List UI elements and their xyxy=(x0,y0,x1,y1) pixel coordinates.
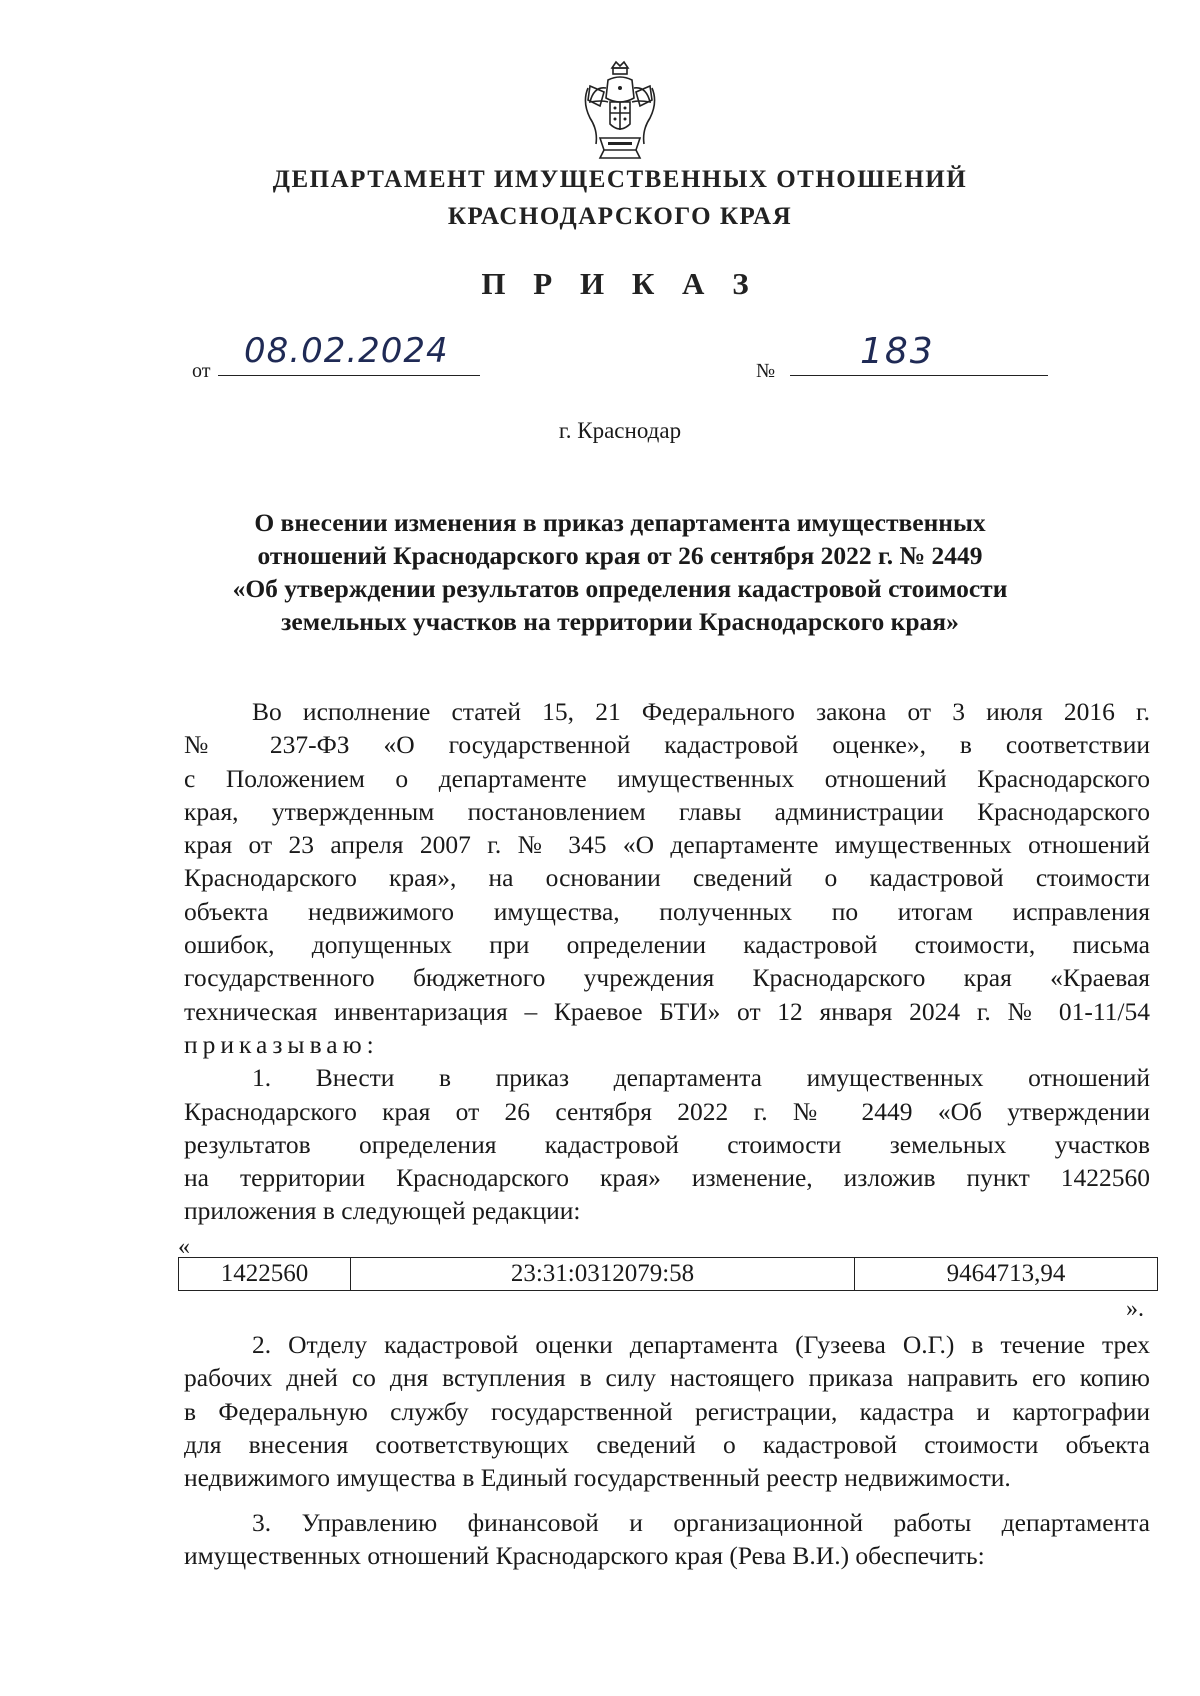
text-line: 1. Внести в приказ департамента имущественных отношений xyxy=(252,1063,1150,1093)
title-line: «Об утверждении результатов определения кадастровой стоимости xyxy=(232,574,1008,603)
text-line: объекта недвижимого имущества, полученных по итогам исправления xyxy=(184,896,1150,926)
quote-close: ». xyxy=(1126,1296,1144,1322)
text-line: рабочих дней со дня вступления в силу настоящего приказа направить его копию xyxy=(184,1363,1150,1393)
quote-open: « xyxy=(178,1234,190,1260)
text-line: Краснодарского края», на основании сведений о кадастровой стоимости xyxy=(184,863,1150,893)
text-line: края от 23 апреля 2007 г. № 345 «О департаменте имущественных отношений xyxy=(184,830,1150,860)
city: г. Краснодар xyxy=(558,418,682,443)
date-label: от xyxy=(192,360,211,382)
document-type: П Р И К А З xyxy=(481,266,759,301)
text-line: государственного бюджетного учреждения Краснодарского края «Краевая xyxy=(184,963,1150,993)
text-line: № 237-ФЗ «О государственной кадастровой оценке», в соответствии xyxy=(184,730,1150,760)
text-line: недвижимого имущества в Единый государственный реестр недвижимости. xyxy=(184,1463,1011,1493)
order-title xyxy=(180,506,1060,638)
table-cell-number: 1422560 xyxy=(179,1258,351,1290)
text-line: на территории Краснодарского края» изменение, изложив пункт 1422560 xyxy=(184,1163,1150,1193)
text-line: техническая инвентаризация – Краевое БТИ» от 12 января 2024 г. № 01-11/54 xyxy=(184,996,1150,1026)
title-line: О внесении изменения в приказ департамента имущественных xyxy=(254,508,986,537)
text-line: приложения в следующей редакции: xyxy=(184,1196,581,1226)
preamble-paragraph xyxy=(184,695,1150,1228)
department-name-line-1: ДЕПАРТАМЕНТ ИМУЩЕСТВЕННЫХ ОТНОШЕНИЙ xyxy=(272,166,968,193)
number-label: № xyxy=(756,360,776,382)
date-field xyxy=(218,331,480,376)
text-line: результатов определения кадастровой стоимости земельных участков xyxy=(184,1129,1150,1159)
item-2-paragraph xyxy=(184,1328,1150,1494)
text-line: имущественных отношений Краснодарского края (Рева В.И.) обеспечить: xyxy=(184,1541,985,1571)
title-line: земельных участков на территории Краснодарского края» xyxy=(281,607,959,636)
text-line: для внесения соответствующих сведений о кадастровой стоимости объекта xyxy=(184,1429,1150,1459)
text-line: в Федеральную службу государственной регистрации, кадастра и картографии xyxy=(184,1396,1150,1426)
department-name-line-2: КРАСНОДАРСКОГО КРАЯ xyxy=(447,203,793,230)
coat-of-arms-emblem xyxy=(578,58,662,162)
number-field xyxy=(790,331,1048,376)
title-line: отношений Краснодарского края от 26 сентября 2022 г. № 2449 xyxy=(257,541,983,570)
order-word: приказываю: xyxy=(184,1029,379,1059)
number-handwritten: 183 xyxy=(860,331,935,372)
text-line: края, утвержденным постановлением главы администрации Краснодарского xyxy=(184,796,1150,826)
text-line: с Положением о департаменте имущественных отношений Краснодарского xyxy=(184,763,1150,793)
table-cell-cadastral-number: 23:31:0312079:58 xyxy=(351,1258,855,1290)
text-line: 3. Управлению финансовой и организационной работы департамента xyxy=(252,1508,1150,1537)
text-line: ошибок, допущенных при определении кадастровой стоимости, письма xyxy=(184,930,1150,960)
amendment-table xyxy=(178,1257,1158,1291)
text-line: Во исполнение статей 15, 21 Федерального закона от 3 июля 2016 г. xyxy=(252,697,1150,726)
table-cell-cadastral-value: 9464713,94 xyxy=(946,1260,1066,1287)
item-3-paragraph xyxy=(184,1506,1150,1573)
text-line: Краснодарского края от 26 сентября 2022 г. № 2449 «Об утверждении xyxy=(184,1096,1150,1126)
text-line: 2. Отделу кадастровой оценки департамента (Гузеева О.Г.) в течение трех xyxy=(252,1330,1150,1359)
date-handwritten: 08.02.2024 xyxy=(244,331,449,371)
